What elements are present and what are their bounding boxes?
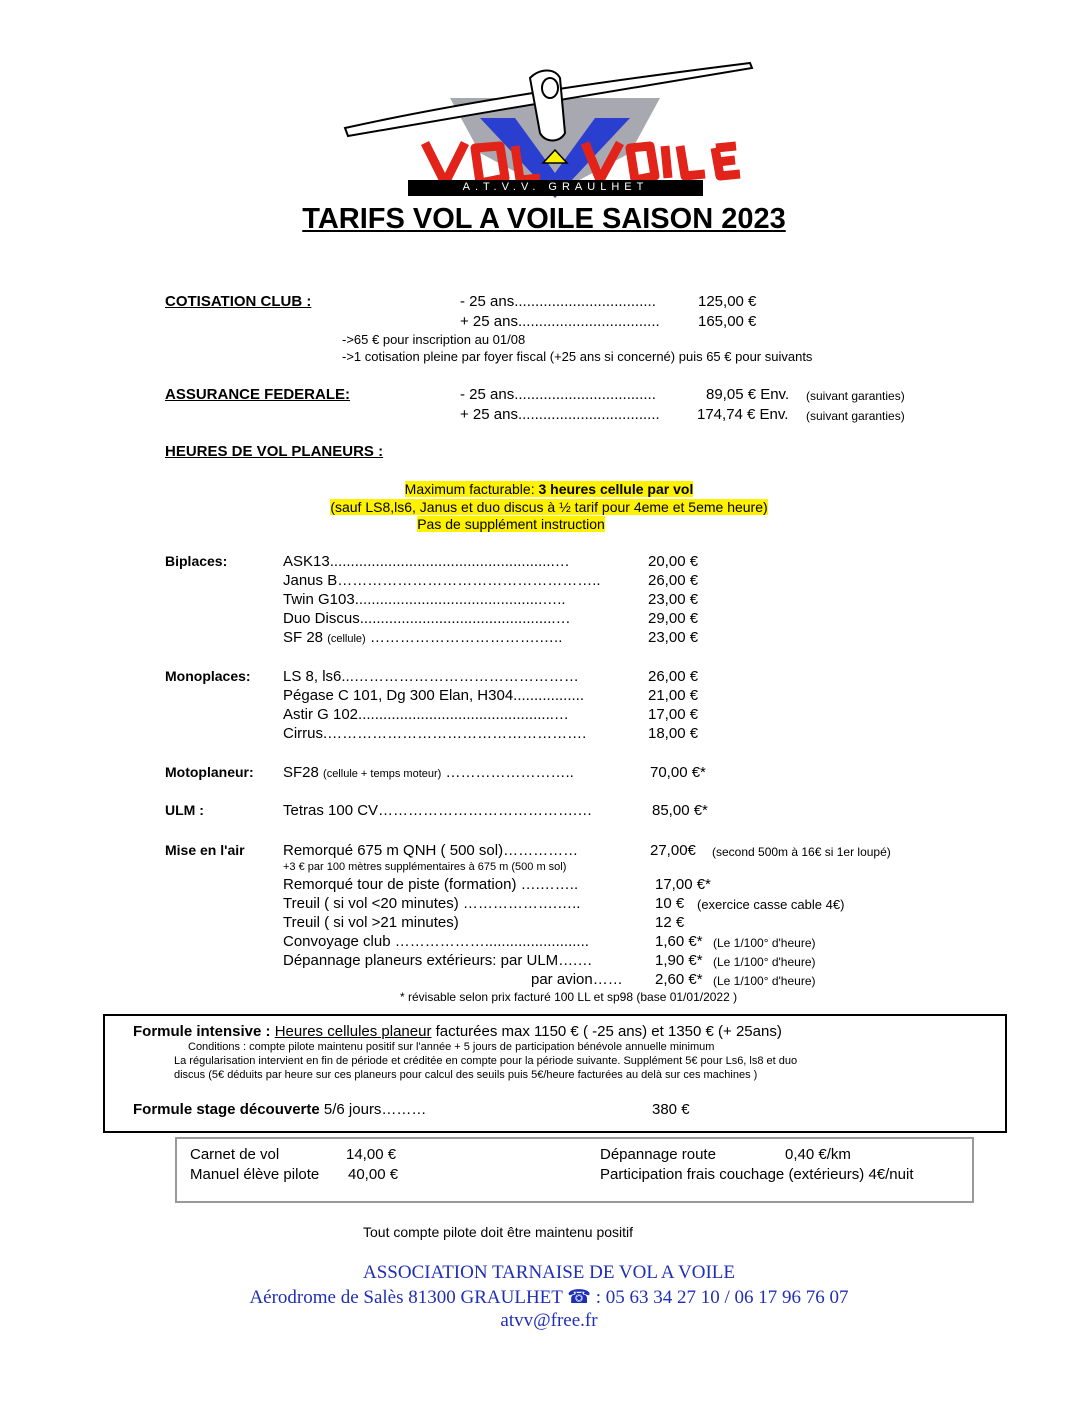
aircraft-price: 85,00 €* — [652, 802, 708, 819]
service-subnote: +3 € par 100 mètres supplémentaires à 675 m (500 m sol) — [283, 861, 567, 873]
cotisation-row-price: 165,00 € — [698, 313, 757, 330]
assurance-row-price: 174,74 € Env. — [697, 406, 789, 423]
depannage-price: 0,40 €/km — [785, 1146, 851, 1163]
highlight-text: Maximum facturable: — [404, 481, 539, 497]
service-note: (Le 1/100° d'heure) — [713, 955, 816, 969]
page-title: TARIFS VOL A VOILE SAISON 2023 — [302, 203, 786, 235]
aircraft-price: 20,00 € — [648, 553, 699, 570]
cotisation-row-price: 125,00 € — [698, 293, 757, 310]
email-link[interactable]: atvv@free.fr — [500, 1310, 598, 1331]
cotisation-row-desc: - 25 ans.................................. — [460, 293, 656, 310]
service-price: 1,90 €* — [655, 952, 703, 969]
cotisation-note: ->65 € pour inscription au 01/08 — [342, 332, 526, 347]
assurance-row-note: (suivant garanties) — [806, 409, 905, 423]
phone-icon: ☎ — [567, 1287, 591, 1308]
aircraft-name: Tetras 100 CV………………………………….… — [283, 802, 593, 819]
service-name: Treuil ( si vol >21 minutes) — [283, 914, 459, 931]
aircraft-price: 17,00 € — [648, 706, 699, 723]
highlight-line — [0, 499, 1088, 515]
aircraft-price: 21,00 € — [648, 687, 699, 704]
service-price: 27,00€ — [650, 842, 696, 859]
assurance-row-desc: - 25 ans.................................. — [460, 386, 656, 403]
service-name: Convoyage club ………………......................... — [283, 933, 589, 950]
highlight-line — [0, 516, 1022, 532]
logo-caption: A.T.V.V. GRAULHET — [462, 181, 649, 193]
glider-logo-icon — [330, 58, 760, 198]
assurance-row-desc: + 25 ans.................................. — [460, 406, 660, 423]
association-name: ASSOCIATION TARNAISE DE VOL A VOILE — [363, 1262, 735, 1283]
aircraft-price: 70,00 €* — [650, 764, 706, 781]
service-name: Treuil ( si vol <20 minutes) ……………….….. — [283, 895, 581, 912]
motoplaneur-label: Motoplaneur: — [165, 764, 254, 780]
footnote: * révisable selon prix facturé 100 LL et sp98 (base 01/01/2022 ) — [400, 990, 738, 1004]
service-name: par avion…… — [531, 971, 623, 988]
aircraft-name: Twin G103.............................................….. — [283, 591, 566, 608]
aircraft-name: Duo Discus...............................................… — [283, 610, 571, 627]
service-note: (Le 1/100° d'heure) — [713, 936, 816, 950]
aircraft-name: LS 8, ls6...……………………………………… — [283, 668, 579, 685]
aircraft-name: Pégase C 101, Dg 300 Elan, H304................. — [283, 687, 585, 704]
aircraft-name: Janus B…………………………………………….. — [283, 572, 601, 589]
assurance-row-price: 89,05 € Env. — [706, 386, 790, 403]
aircraft-name: Astir G 102...............................................… — [283, 706, 569, 723]
stage-price: 380 € — [652, 1101, 690, 1118]
aircraft-price: 18,00 € — [648, 725, 699, 742]
carnet-price: 14,00 € — [346, 1146, 397, 1163]
carnet-label: Carnet de vol — [190, 1146, 280, 1163]
intensive-conditions: discus (5€ déduits par heure sur ces planeurs pour calcul des seuils puis 5€/heure facturées au delà sur ces machines ) — [174, 1069, 758, 1081]
manuel-label: Manuel élève pilote — [190, 1166, 320, 1183]
aircraft-price: 26,00 € — [648, 572, 699, 589]
aircraft-name: Cirrus.……………………………………………. — [283, 725, 587, 742]
biplaces-label: Biplaces: — [165, 553, 228, 569]
manuel-price: 40,00 € — [348, 1166, 399, 1183]
service-price: 2,60 €* — [655, 971, 703, 988]
service-price: 1,60 €* — [655, 933, 703, 950]
service-price: 12 € — [655, 914, 685, 931]
aircraft-price: 23,00 € — [648, 591, 699, 608]
cotisation-label: COTISATION CLUB : — [165, 293, 312, 310]
service-name: Remorqué 675 m QNH ( 500 sol)…………… — [283, 842, 579, 859]
service-note: (Le 1/100° d'heure) — [713, 974, 816, 988]
service-price: 10 € — [655, 895, 685, 912]
highlight-bold: 3 heures cellule par vol — [538, 481, 694, 497]
club-logo — [330, 58, 760, 198]
couchage-text: Participation frais couchage (extérieurs) 4€/nuit — [600, 1166, 914, 1183]
service-name: Remorqué tour de piste (formation) ….…….. — [283, 876, 579, 893]
intensive-conditions: La régularisation intervient en fin de période et créditée en compte pour la période suivante. Supplément 5€ pour Ls6, ls8 et duo — [174, 1055, 798, 1067]
assurance-row-note: (suivant garanties) — [806, 389, 905, 403]
intensive-line: Formule intensive : Heures cellules planeur facturées max 1150 € ( -25 ans) et 1350 € (+ 25ans) — [133, 1023, 782, 1040]
depannage-label: Dépannage route — [600, 1146, 716, 1163]
highlight-text: (sauf LS8,ls6, Janus et duo discus à ½ tarif pour 4eme et 5eme heure) — [330, 499, 768, 515]
service-name: Dépannage planeurs extérieurs: par ULM….… — [283, 952, 593, 969]
footer-note: Tout compte pilote doit être maintenu positif — [363, 1224, 634, 1240]
intensive-conditions: Conditions : compte pilote maintenu positif sur l'année + 5 jours de participation bénévole annuelle minimum — [188, 1041, 715, 1053]
stage-line: Formule stage découverte 5/6 jours……… — [133, 1101, 427, 1118]
highlight-text: Pas de supplément instruction — [417, 516, 605, 532]
mise-label: Mise en l'air — [165, 842, 245, 858]
cotisation-row-desc: + 25 ans.................................. — [460, 313, 660, 330]
service-note: (second 500m à 16€ si 1er loupé) — [712, 845, 891, 859]
service-price: 17,00 €* — [655, 876, 711, 893]
aircraft-price: 26,00 € — [648, 668, 699, 685]
monoplaces-label: Monoplaces: — [165, 668, 251, 684]
aircraft-name: SF 28 (cellule) …………………………….….. — [283, 629, 563, 646]
assurance-label: ASSURANCE FEDERALE: — [165, 386, 351, 403]
service-note: (exercice casse cable 4€) — [697, 897, 845, 912]
address-line: Aérodrome de Salès 81300 GRAULHET ☎ : 05 63 34 27 10 / 06 17 96 76 07 — [249, 1287, 849, 1308]
aircraft-name: ASK13......................................................… — [283, 553, 570, 570]
highlight-line — [0, 481, 1088, 497]
heures-label: HEURES DE VOL PLANEURS : — [165, 443, 384, 460]
ulm-label: ULM : — [165, 802, 204, 818]
aircraft-price: 23,00 € — [648, 629, 699, 646]
aircraft-price: 29,00 € — [648, 610, 699, 627]
cotisation-note: ->1 cotisation pleine par foyer fiscal (+25 ans si concerné) puis 65 € pour suivants — [342, 349, 813, 364]
aircraft-name: SF28 (cellule + temps moteur) …………………….. — [283, 764, 574, 781]
